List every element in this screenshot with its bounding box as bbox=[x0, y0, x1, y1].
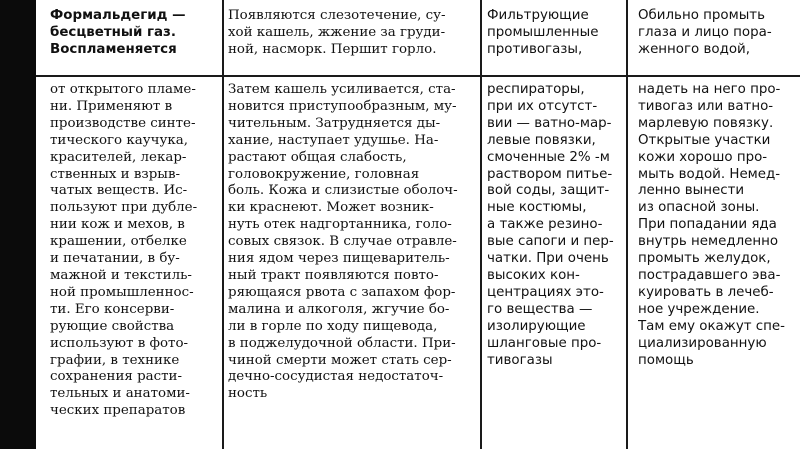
text-line: ния ядом через пищеваритель- bbox=[228, 251, 450, 267]
column-head bbox=[50, 8, 220, 59]
text-line: совых связок. В случае отравле- bbox=[228, 234, 457, 250]
text-line: производстве синте- bbox=[50, 115, 196, 131]
text-line: ный тракт появляются повто- bbox=[228, 267, 439, 283]
text-line: ные костюмы, bbox=[487, 200, 587, 216]
column-first-aid bbox=[638, 0, 800, 449]
text-line: крашении, отбелке bbox=[50, 234, 187, 250]
text-line: из опасной зоны. bbox=[638, 200, 760, 216]
text-line: головокружение, головная bbox=[228, 166, 420, 182]
text-line: ной промышленнос- bbox=[50, 284, 194, 300]
text-line: ное учреждение. bbox=[638, 301, 760, 317]
text-line: ственных и взрыв- bbox=[50, 166, 181, 182]
text-line: ли в горле по ходу пищевода, bbox=[228, 318, 438, 334]
text-line: помощь bbox=[638, 352, 694, 368]
text-line: глаза и лицо пора- bbox=[638, 24, 772, 40]
text-line: при их отсутст- bbox=[487, 98, 598, 114]
column-protection bbox=[487, 0, 619, 449]
text-line: дечно-сосудистая недостаточ- bbox=[228, 369, 444, 385]
text-line: марлевую повязку. bbox=[638, 115, 774, 131]
text-line: ческих препаратов bbox=[50, 403, 186, 419]
text-line: новится приступообразным, му- bbox=[228, 98, 457, 114]
text-line: рующие свойства bbox=[50, 318, 175, 334]
text-line: мыть водой. Немед- bbox=[638, 166, 781, 182]
text-line: Формальдегид — bbox=[50, 8, 186, 23]
text-line: растают общая слабость, bbox=[228, 149, 407, 165]
text-line: респираторы, bbox=[487, 82, 585, 97]
text-line: высоких кон- bbox=[487, 267, 580, 283]
text-line: вии — ватно-мар- bbox=[487, 115, 612, 131]
text-line: малина и алкоголя, жгучие бо- bbox=[228, 301, 450, 317]
text-line: хание, наступает удушье. На- bbox=[228, 132, 439, 148]
text-line: боль. Кожа и слизистые оболоч- bbox=[228, 183, 458, 199]
text-line: красителей, лекар- bbox=[50, 149, 187, 165]
text-line: тивогаз или ватно- bbox=[638, 98, 774, 114]
text-line: хой кашель, жжение за груди- bbox=[228, 24, 446, 40]
column-head bbox=[487, 8, 619, 59]
column-body bbox=[487, 82, 619, 369]
text-line: Там ему окажут спе- bbox=[638, 318, 785, 334]
text-line: изолирующие bbox=[487, 318, 586, 334]
text-line: внутрь немедленно bbox=[638, 234, 779, 250]
text-line: Обильно промыть bbox=[638, 8, 765, 23]
text-line: Фильтрующие bbox=[487, 8, 589, 23]
text-line: а также резино- bbox=[487, 217, 603, 233]
text-line: Затем кашель усиливается, ста- bbox=[228, 82, 456, 97]
text-line: При попадании яда bbox=[638, 217, 777, 233]
column-body bbox=[228, 82, 476, 403]
text-line: тического каучука, bbox=[50, 132, 188, 148]
text-line: используют в фото- bbox=[50, 335, 189, 351]
text-line: Появляются слезотечение, су- bbox=[228, 8, 446, 23]
text-line: женного водой, bbox=[638, 41, 750, 57]
text-line: чатки. При очень bbox=[487, 251, 609, 267]
text-line: ни. Применяют в bbox=[50, 98, 173, 114]
text-line: пользуют при дубле- bbox=[50, 200, 198, 216]
text-line: Воспламеняется bbox=[50, 41, 177, 57]
column-divider bbox=[222, 0, 224, 449]
text-line: тельных и анатоми- bbox=[50, 386, 190, 402]
text-line: Открытые участки bbox=[638, 132, 771, 148]
column-substance bbox=[50, 0, 220, 449]
text-line: вые сапоги и пер- bbox=[487, 234, 614, 250]
text-line: кожи хорошо про- bbox=[638, 149, 768, 165]
text-line: левые повязки, bbox=[487, 132, 596, 148]
column-head bbox=[228, 8, 476, 59]
text-line: от открытого пламе- bbox=[50, 82, 196, 97]
text-line: вой соды, защит- bbox=[487, 183, 610, 199]
column-symptoms bbox=[228, 0, 476, 449]
text-line: куировать в лечеб- bbox=[638, 284, 774, 300]
column-divider bbox=[480, 0, 482, 449]
text-line: го вещества — bbox=[487, 301, 593, 317]
text-line: в поджелудочной области. При- bbox=[228, 335, 456, 351]
text-line: чительным. Затрудняется ды- bbox=[228, 115, 441, 131]
column-body bbox=[638, 82, 800, 369]
text-line: графии, в технике bbox=[50, 352, 180, 368]
text-line: раствором питье- bbox=[487, 166, 613, 182]
text-line: циализированную bbox=[638, 335, 767, 351]
text-line: ряющаяся рвота с запахом фор- bbox=[228, 284, 456, 300]
text-line: шланговые про- bbox=[487, 335, 602, 351]
text-line: тивогазы bbox=[487, 352, 553, 368]
column-head bbox=[638, 8, 800, 59]
text-line: и печатании, в бу- bbox=[50, 251, 180, 267]
text-line: мажной и текстиль- bbox=[50, 267, 192, 283]
text-line: ность bbox=[228, 386, 268, 402]
column-divider bbox=[626, 0, 628, 449]
text-line: нуть отек надгортанника, голо- bbox=[228, 217, 452, 233]
text-line: надеть на него про- bbox=[638, 82, 781, 97]
column-body bbox=[50, 82, 220, 420]
text-line: чатых веществ. Ис- bbox=[50, 183, 188, 199]
left-black-bar bbox=[0, 0, 36, 449]
text-line: ной, насморк. Першит горло. bbox=[228, 41, 437, 57]
text-line: нии кож и мехов, в bbox=[50, 217, 185, 233]
text-line: промыть желудок, bbox=[638, 251, 771, 267]
text-line: ти. Его консерви- bbox=[50, 301, 175, 317]
text-line: противогазы, bbox=[487, 41, 583, 57]
text-line: смоченные 2% -м bbox=[487, 149, 610, 165]
text-line: ки краснеют. Может возник- bbox=[228, 200, 434, 216]
text-line: промышленные bbox=[487, 24, 599, 40]
text-line: бесцветный газ. bbox=[50, 24, 176, 40]
text-line: пострадавшего эва- bbox=[638, 267, 781, 283]
text-line: сохранения расти- bbox=[50, 369, 182, 385]
text-line: чиной смерти может стать сер- bbox=[228, 352, 452, 368]
text-line: ленно вынести bbox=[638, 183, 745, 199]
text-line: центрациях это- bbox=[487, 284, 604, 300]
